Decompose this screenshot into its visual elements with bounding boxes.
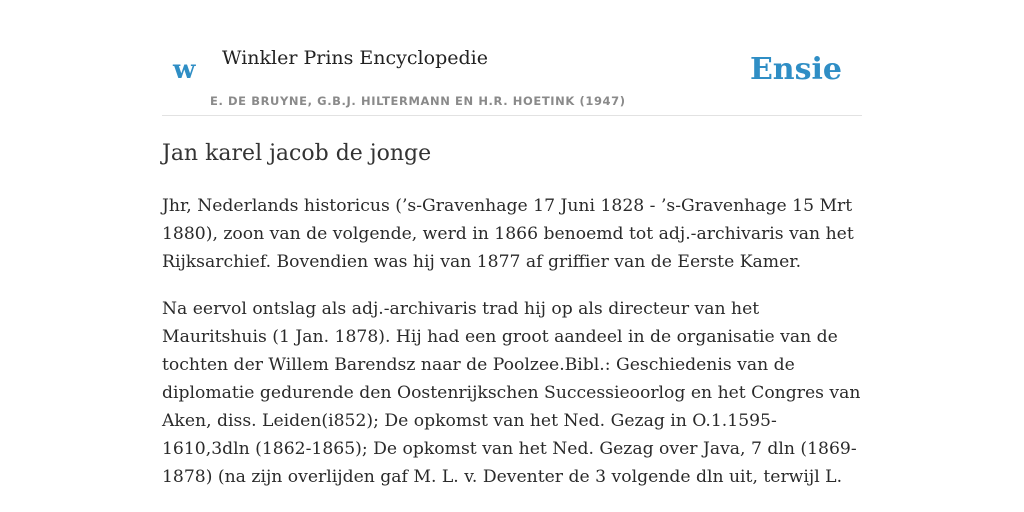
site-header — [162, 0, 862, 116]
winkler-prins-logo[interactable]: w — [173, 55, 196, 85]
article-paragraph-2: Na eervol ontslag als adj.-archivaris trad hij op als directeur van het Mauritshuis (1 Jan. 1878). Hij had een groot aandeel in de organisatie van de tochten der Willem Barendsz naar de Poolzee.Bibl.: Geschiedenis van de diplomatie gedurende den Oostenrijkschen Successieoorlog en het Congres van Aken, diss. Leiden(i852); De opkomst van het Ned. Gezag in O.1.1595-1610,3dln (1862-1865); De opkomst van het Ned. Gezag over Java, 7 dln (1869-1878) (na zijn overlijden gaf M. L. v. Deventer de 3 volgende dln uit, terwijl L. — [162, 299, 861, 487]
article-paragraph-1: Jhr, Nederlands historicus (’s-Gravenhage 17 Juni 1828 - ’s-Gravenhage 15 Mrt 1880), zoon van de volgende, werd in 1866 benoemd tot adj.-archivaris van het Rijksarchief. Bovendien was hij van 1877 af griffier van de Eerste Kamer. — [162, 196, 854, 272]
ensie-brand-link[interactable]: Ensie — [749, 52, 842, 87]
article-title: Jan karel jacob de jonge — [162, 141, 432, 166]
publication-title[interactable]: Winkler Prins Encyclopedie — [222, 47, 488, 69]
publication-authors: E. DE BRUYNE, G.B.J. HILTERMANN EN H.R. HOETINK (1947) — [210, 94, 626, 108]
article-body — [162, 192, 864, 510]
